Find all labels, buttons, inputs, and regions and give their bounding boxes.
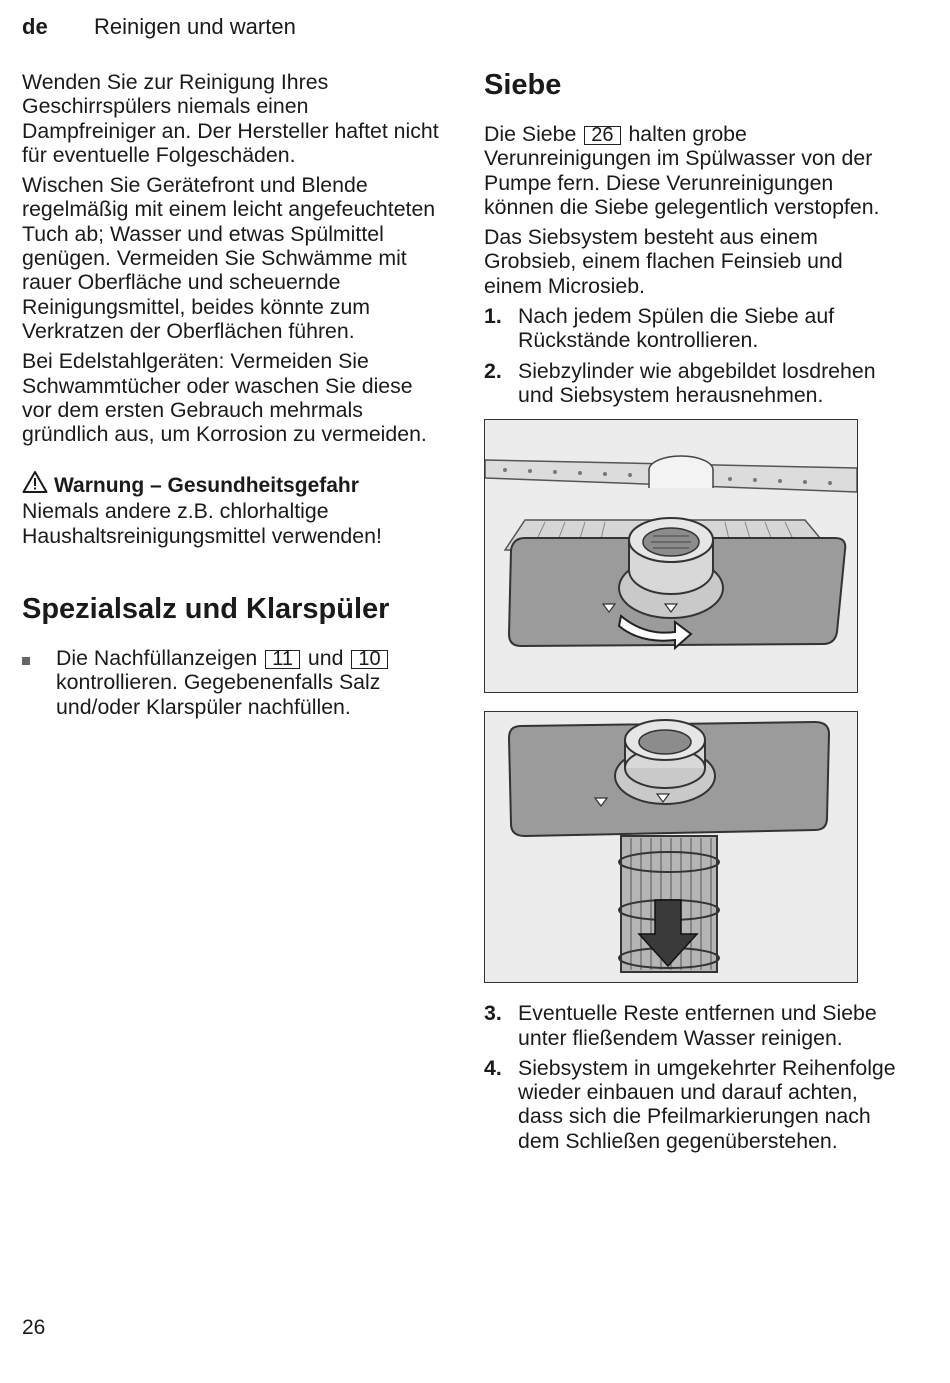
filter-removal-illustration: [484, 711, 858, 983]
section-name: Reinigen und warten: [94, 14, 296, 39]
steps-list-a: [484, 304, 904, 407]
filter-system-text: Das Siebsystem besteht aus einem Grobsieb, einem flachen Feinsieb und einem Microsieb.: [484, 225, 843, 298]
page-number: 26: [22, 1316, 46, 1339]
language-code: de: [22, 14, 48, 39]
list-item: 1. Nach jedem Spülen die Siebe auf Rückstände kontrollieren.: [484, 304, 835, 353]
warning-heading: [22, 470, 442, 499]
page-header: [22, 14, 296, 40]
section-title-filters: Siebe: [484, 69, 562, 101]
warning-text: Niemals andere z.B. chlorhaltige Haushaltsreinigungsmittel verwenden!: [22, 499, 382, 548]
left-column: [22, 70, 442, 719]
reference-box: 10: [351, 650, 387, 669]
paragraph-steel: Bei Edelstahlgeräten: Vermeiden Sie Schwammtücher oder waschen Sie diese vor dem ersten Gebrauch mehrmals gründlich aus, um Korrosion zu vermeiden.: [22, 349, 427, 447]
warning-triangle-icon: [22, 470, 48, 494]
bullet-text: Die Nachfüllanzeigen 11 und 10 kontrollieren. Gegebenenfalls Salz und/oder Klarspüler nachfüllen.: [56, 646, 442, 719]
steps-list-b: [484, 1001, 904, 1153]
list-item: 3. Eventuelle Reste entfernen und Siebe unter fließendem Wasser reinigen.: [484, 1001, 877, 1050]
list-item: [22, 646, 442, 719]
right-column: [484, 66, 904, 1159]
warning-title: Warnung – Gesundheitsgefahr: [54, 474, 359, 498]
paragraph-front: Wischen Sie Gerätefront und Blende regelmäßig mit einem leicht angefeuchteten Tuch ab; Wasser und etwas Spülmittel genügen. Vermeiden Sie Schwämme mit rauer Oberfläche und scheuernde Reinigungsmittel, beides könnte zum Verkratzen der Oberflächen führen.: [22, 173, 436, 343]
filter-rotate-illustration: [484, 419, 858, 693]
reference-box: 26: [584, 126, 620, 145]
reference-box: 11: [265, 650, 300, 669]
list-item: 2. Siebzylinder wie abgebildet losdrehen und Siebsystem herausnehmen.: [484, 358, 876, 407]
paragraph-steam: Wenden Sie zur Reinigung Ihres Geschirrspülers niemals einen Dampfreiniger an. Der Hersteller haftet nicht für eventuelle Folgeschäden.: [22, 70, 439, 167]
list-item: 4. Siebsystem in umgekehrter Reihenfolge wieder einbauen und darauf achten, dass sich die Pfeilmarkierungen nach dem Schließen gegenüberstehen.: [484, 1055, 896, 1153]
filters-intro: Die Siebe 26 halten grobe Verunreinigungen im Spülwasser von der Pumpe fern. Diese Verunreinigungen können die Siebe gelegentlich verstopfen.: [484, 122, 880, 219]
bullet-square-icon: [22, 646, 56, 719]
section-title-salt: Spezialsalz und Klarspüler: [22, 593, 390, 626]
